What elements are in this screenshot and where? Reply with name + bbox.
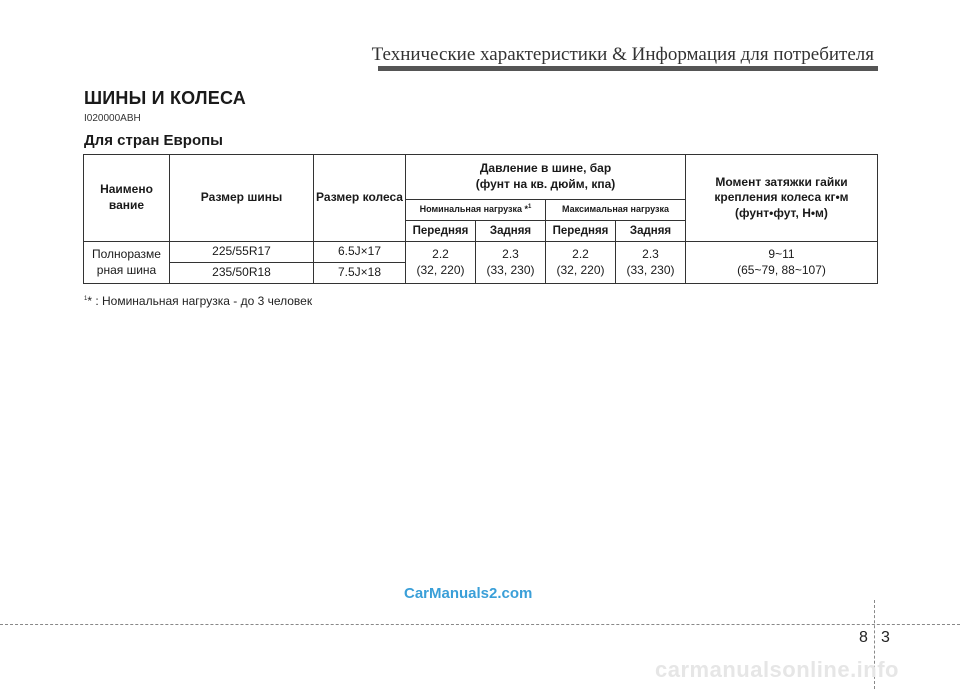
max-rear-alt: (33, 230) xyxy=(626,262,675,277)
page-number-page: 3 xyxy=(881,629,890,646)
header-max-load: Максимальная нагрузка xyxy=(546,200,686,221)
footnote xyxy=(84,294,312,308)
nominal-rear-alt: (33, 230) xyxy=(486,262,535,277)
document-code: I020000ABH xyxy=(84,113,141,124)
header-wheel-size: Размер колеса xyxy=(314,155,406,242)
header-max-rear: Задняя xyxy=(616,221,686,242)
header-nominal-load-label: Номинальная нагрузка * xyxy=(419,204,529,215)
header-pressure-line2: (фунт на кв. дюйм, кпа) xyxy=(475,177,616,191)
chapter-header-title: Технические характеристики & Информация для потребителя xyxy=(371,44,874,65)
header-torque: Момент затяжки гайки крепления колеса кг•м (фунт•фут, Н•м) xyxy=(686,155,878,242)
header-pressure-line1: Давление в шине, бар xyxy=(479,161,612,176)
footnote-text: * : Номинальная нагрузка - до 3 человек xyxy=(87,294,313,308)
header-name: Наимено вание xyxy=(84,155,170,242)
header-rule xyxy=(378,66,878,71)
section-title: ШИНЫ И КОЛЕСА xyxy=(84,88,246,108)
header-max-front: Передняя xyxy=(546,221,616,242)
header-pressure xyxy=(406,155,686,200)
header-nominal-load-footnote-mark: 1 xyxy=(528,204,532,211)
header-nominal-front: Передняя xyxy=(406,221,476,242)
torque-cell xyxy=(686,242,878,284)
nominal-front-alt: (32, 220) xyxy=(416,262,465,277)
torque-value: 9~11 xyxy=(768,246,795,261)
max-rear-bar: 2.3 xyxy=(642,246,659,261)
nominal-front-bar: 2.2 xyxy=(432,246,449,261)
tire-size-cell: 225/55R17 xyxy=(170,242,314,263)
max-front-alt: (32, 220) xyxy=(556,262,605,277)
site-watermark: carmanualsonline.info xyxy=(655,657,899,682)
bottom-dashed-rule xyxy=(0,624,960,625)
header-tire-size: Размер шины xyxy=(170,155,314,242)
watermark-link[interactable]: CarManuals2.com xyxy=(404,585,533,602)
header-nominal-load xyxy=(406,200,546,221)
footnote-mark: 1 xyxy=(84,296,88,302)
page-number-chapter: 8 xyxy=(859,629,868,646)
tire-spec-table xyxy=(83,154,878,284)
max-front-pressure xyxy=(546,242,616,284)
torque-alt: (65~79, 88~107) xyxy=(737,262,826,277)
max-front-bar: 2.2 xyxy=(572,246,589,261)
max-rear-pressure xyxy=(616,242,686,284)
nominal-rear-bar: 2.3 xyxy=(502,246,519,261)
subsection-title: Для стран Европы xyxy=(84,132,223,149)
nominal-front-pressure xyxy=(406,242,476,284)
nominal-rear-pressure xyxy=(476,242,546,284)
row-label-full-size-tire: Полноразме рная шина xyxy=(84,242,170,284)
wheel-size-cell: 7.5J×18 xyxy=(314,263,406,284)
header-nominal-rear: Задняя xyxy=(476,221,546,242)
wheel-size-cell: 6.5J×17 xyxy=(314,242,406,263)
tire-size-cell: 235/50R18 xyxy=(170,263,314,284)
